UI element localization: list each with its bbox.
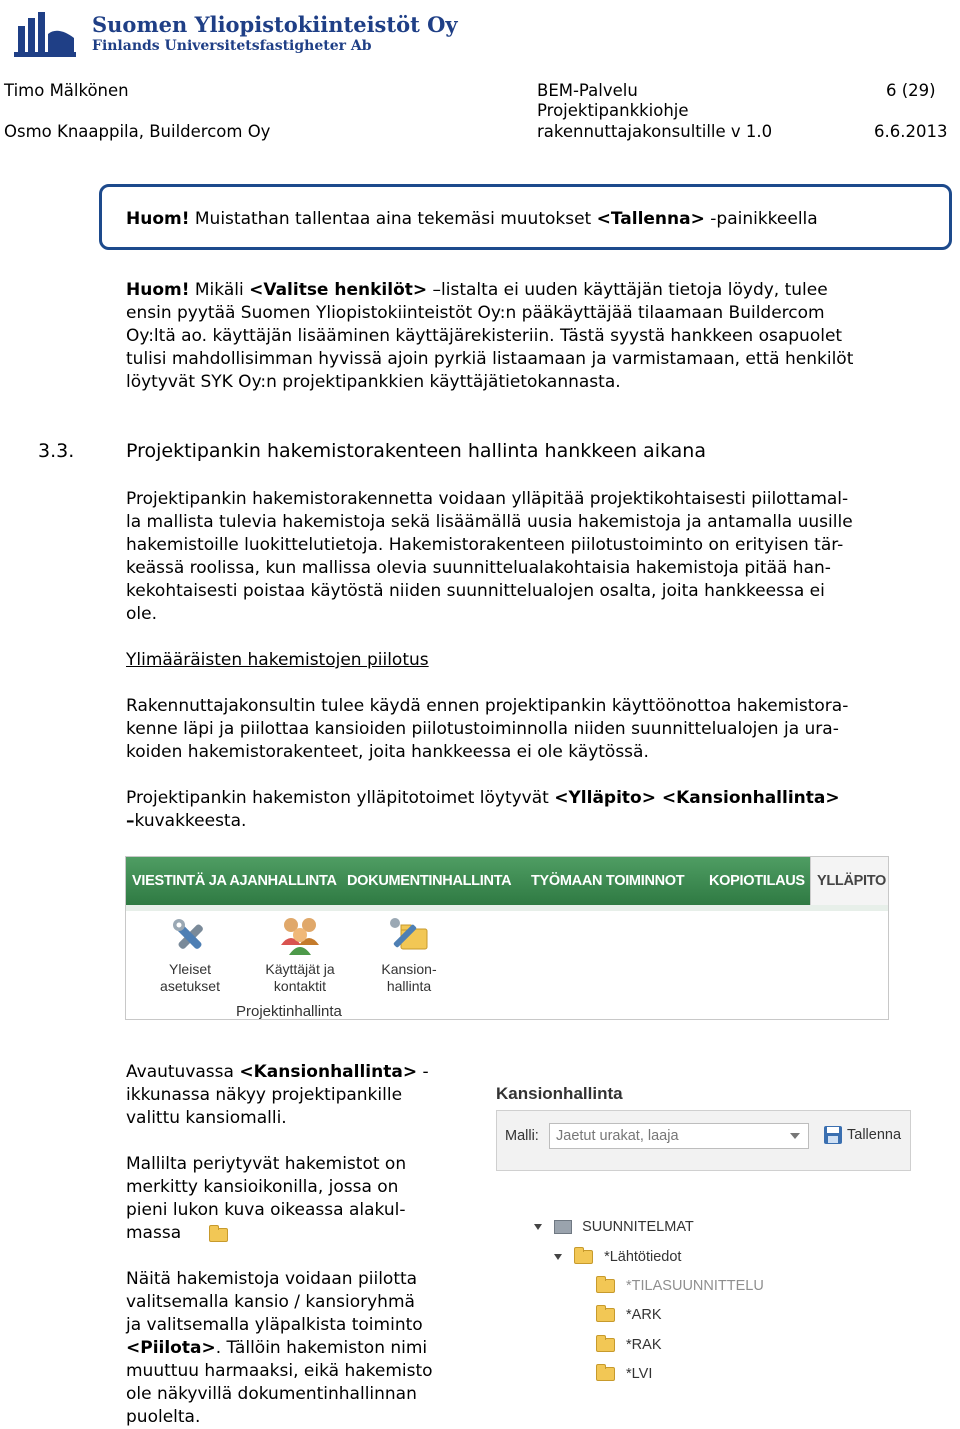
tree-item-label: *TILASUUNNITTELU	[626, 1278, 764, 1294]
locked-folder-icon	[596, 1367, 615, 1381]
paragraph-strong: <Piilota>	[126, 1338, 216, 1358]
floppy-disk-icon	[823, 1125, 843, 1145]
locked-folder-icon	[574, 1250, 593, 1264]
tool-label-line: Käyttäjät ja	[265, 961, 335, 977]
paragraph-3	[126, 787, 840, 833]
paragraph-1	[126, 488, 853, 626]
paragraph-line: Rakennuttajakonsultin tulee käydä ennen projektipankin käyttöönottoa hakemistora-	[126, 696, 849, 716]
tree-item-label: SUUNNITELMAT	[582, 1219, 694, 1235]
tree-item-tilasuunnittelu[interactable]	[596, 1278, 764, 1294]
paragraph-line: la mallista tulevia hakemistoja sekä lisäämällä uusia hakemistoja ja antamalla uusille	[126, 512, 853, 532]
folder-tree	[496, 1170, 911, 1392]
tool-label-line: hallinta	[386, 978, 432, 994]
paragraph-line	[126, 810, 840, 833]
user-note-line-4: tulisi mahdollisimman hyvissä ajoin pyrkiä listaamaan ja varmistamaan, että henkilöt	[126, 349, 854, 369]
main-menu-bar	[126, 857, 888, 905]
document-stack-icon	[554, 1220, 572, 1234]
paragraph-line	[126, 1061, 429, 1084]
header-service: BEM-Palvelu	[537, 81, 638, 100]
paragraph-line: ja valitsemalla yläpalkista toiminto	[126, 1315, 423, 1335]
paragraph-text: . Tällöin hakemiston nimi	[215, 1338, 428, 1358]
window-title: Kansionhallinta	[496, 1084, 623, 1103]
collapse-arrow-icon	[554, 1254, 562, 1260]
locked-folder-icon	[209, 1224, 228, 1247]
tool-label-line: Yleiset	[168, 961, 212, 977]
collapse-arrow-icon	[534, 1224, 542, 1230]
tree-item-label: *LVI	[626, 1366, 653, 1382]
side-paragraph-1	[126, 1061, 429, 1130]
locked-folder-icon	[596, 1308, 615, 1322]
tree-item-label: *ARK	[626, 1307, 662, 1323]
company-logo	[12, 8, 458, 58]
tool-label-line: asetukset	[160, 978, 220, 994]
header-doc-title-1: Projektipankkiohje	[537, 101, 689, 120]
paragraph-line: ikkunassa näkyy projektipankille	[126, 1085, 403, 1105]
tools-icon	[169, 915, 211, 957]
paragraph-strong: <Ylläpito> <Kansionhallinta>	[554, 788, 840, 808]
user-note-line-5: löytyvät SYK Oy:n projektipankkien käyttäjätietokannasta.	[126, 372, 621, 392]
paragraph-line: valitsemalla kansio / kansioryhmä	[126, 1292, 415, 1312]
users-icon	[277, 915, 323, 957]
tree-item-label: *Lähtötiedot	[604, 1249, 682, 1265]
paragraph-strong: <Kansionhallinta>	[239, 1062, 418, 1082]
paragraph-line: hakemistoille luokittelutietoja. Hakemistorakenteen piilotustoiminto on erityisen tär-	[126, 535, 844, 555]
paragraph-strong: –	[126, 811, 135, 831]
locked-folder-icon	[596, 1338, 615, 1352]
folder-tools-icon	[387, 915, 431, 957]
note-lead: Huom!	[126, 280, 190, 300]
template-select-value: Jaetut urakat, laaja	[556, 1128, 679, 1144]
paragraph-line	[126, 1222, 406, 1247]
header-page-number: 6 (29)	[886, 81, 936, 100]
menu-item-dokumentinhallinta[interactable]: DOKUMENTINHALLINTA	[347, 873, 512, 889]
menu-item-viestinta[interactable]: VIESTINTÄ JA AJANHALLINTA	[132, 873, 337, 889]
paragraph-text: massa	[126, 1223, 182, 1243]
paragraph-line: kenne läpi ja piilottaa kansioiden piilotustoiminnolla niiden suunnittelualojen ja ura-	[126, 719, 839, 739]
header-author: Timo Mälkönen	[4, 81, 129, 100]
paragraph-line	[126, 787, 840, 810]
menu-divider	[126, 905, 888, 911]
paragraph-line: ole.	[126, 604, 157, 624]
paragraph-line: puolelta.	[126, 1407, 201, 1427]
general-settings-button[interactable]	[150, 913, 230, 1003]
folder-management-window	[490, 1078, 911, 1392]
logo-name-sv: Finlands Universitetsfastigheter Ab	[92, 38, 372, 54]
paragraph-text: Avautuvassa	[126, 1062, 240, 1082]
paragraph-line: Mallilta periytyvät hakemistot on	[126, 1154, 407, 1174]
paragraph-line: koiden hakemistorakenteet, joita hankkeessa ei ole käytössä.	[126, 742, 649, 762]
paragraph-line: merkitty kansioikonilla, jossa on	[126, 1177, 399, 1197]
tree-item-label: *RAK	[626, 1337, 662, 1353]
tool-label	[366, 961, 452, 995]
save-reminder-text	[126, 208, 818, 231]
section-title: Projektipankin hakemistorakenteen hallinta hankkeen aikana	[126, 440, 706, 462]
template-label: Malli:	[505, 1128, 539, 1144]
template-select[interactable]	[549, 1123, 809, 1149]
tree-item-ark[interactable]	[596, 1307, 662, 1323]
tree-item-lvi[interactable]	[596, 1366, 652, 1382]
user-note-line-1	[126, 279, 853, 302]
paragraph-line: Näitä hakemistoja voidaan piilotta	[126, 1269, 418, 1289]
menu-item-yllapito[interactable]: YLLÄPITO	[810, 857, 889, 905]
note-strong: <Valitse henkilöt>	[249, 280, 428, 300]
note-text: Muistathan tallentaa aina tekemäsi muutokset	[189, 209, 597, 229]
tree-item-rak[interactable]	[596, 1337, 662, 1353]
user-note-line-3: Oy:ltä ao. käyttäjän lisääminen käyttäjärekisteriin. Tästä syystä hankkeen osapuolet	[126, 326, 843, 346]
note-lead: Huom!	[126, 209, 190, 229]
user-note-line-2: ensin pyytää Suomen Yliopistokiinteistöt Oy:n pääkäyttäjää tilaamaan Buildercom	[126, 303, 825, 323]
note-strong: <Tallenna>	[596, 209, 705, 229]
subheading: Ylimääräisten hakemistojen piilotus	[126, 650, 429, 670]
tool-label-line: kontaktit	[273, 978, 327, 994]
note-text-end: -painikkeella	[704, 209, 818, 229]
tree-item-suunnitelmat[interactable]	[534, 1219, 694, 1235]
menu-item-kopiotilaus[interactable]: KOPIOTILAUS	[709, 873, 805, 889]
paragraph-2	[126, 695, 848, 764]
logo-name-fi: Suomen Yliopistokiinteistöt Oy	[92, 12, 458, 37]
note-text: Mikäli	[189, 280, 250, 300]
tool-label	[150, 961, 230, 995]
side-paragraph-3	[126, 1268, 433, 1429]
side-paragraph-2	[126, 1153, 406, 1247]
paragraph-text: -	[417, 1062, 429, 1082]
chevron-down-icon	[790, 1133, 800, 1139]
folder-management-button[interactable]	[366, 913, 452, 1003]
logo-mark-icon	[12, 8, 78, 58]
paragraph-line: kekohtaisesti poistaa käytöstä niiden suunnittelualojen osalta, joita hankkeessa ei	[126, 581, 825, 601]
paragraph-line: muuttuu harmaaksi, eikä hakemisto	[126, 1361, 433, 1381]
paragraph-line: keässä roolissa, kun mallissa olevia suunnittelualakohtaisia hakemistoja pitää han-	[126, 558, 831, 578]
save-label: Tallenna	[847, 1127, 902, 1143]
locked-folder-icon	[596, 1279, 615, 1293]
user-note	[126, 279, 853, 394]
tool-label-line: Kansion-	[381, 961, 437, 977]
paragraph-line: valittu kansiomalli.	[126, 1108, 287, 1128]
header-date: 6.6.2013	[874, 122, 948, 141]
section-number: 3.3.	[38, 440, 75, 462]
menu-screenshot	[125, 856, 889, 1020]
paragraph-line: ole näkyvillä dokumentinhallinnan	[126, 1384, 417, 1404]
paragraph-text: kuvakkeesta.	[134, 811, 247, 831]
toolbar-group-label: Projektinhallinta	[236, 1003, 342, 1020]
users-contacts-button[interactable]	[252, 913, 348, 1003]
paragraph-line: pieni lukon kuva oikeassa alakul-	[126, 1200, 406, 1220]
paragraph-line: Projektipankin hakemistorakennetta voidaan ylläpitää projektikohtaisesti piilottamal-	[126, 489, 849, 509]
tool-label	[252, 961, 348, 995]
header-doc-title-2: rakennuttajakonsultille v 1.0	[537, 122, 773, 141]
header-author-2: Osmo Knaappila, Buildercom Oy	[4, 122, 271, 141]
menu-item-tyomaan-toiminnot[interactable]: TYÖMAAN TOIMINNOT	[531, 873, 685, 889]
note-text: –listalta ei uuden käyttäjän tietoja löydy, tulee	[427, 280, 828, 300]
paragraph-text: Projektipankin hakemiston ylläpitotoimet löytyvät	[126, 788, 555, 808]
paragraph-line	[126, 1337, 433, 1360]
tree-item-lahtotiedot[interactable]	[554, 1249, 681, 1265]
